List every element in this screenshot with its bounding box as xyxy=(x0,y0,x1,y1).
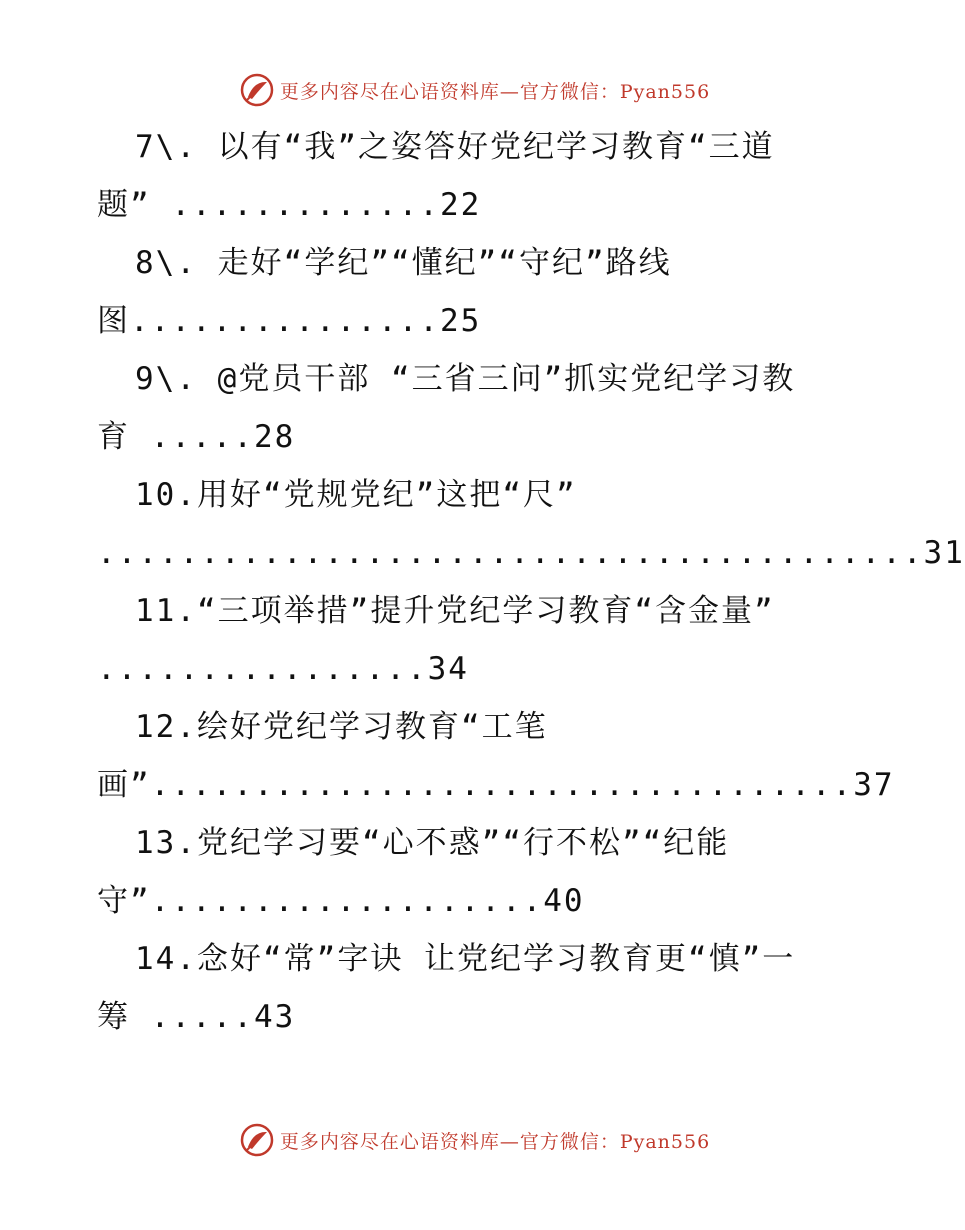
toc-entry-10-line-1: 10.用好“党规党纪”这把“尺” xyxy=(135,477,577,513)
toc-entry-14-line-1: 14.念好“常”字诀 让党纪学习教育更“慎”一 xyxy=(135,941,796,977)
toc-entry-9-line-2: 育 .....28 xyxy=(97,419,296,455)
toc-entry-8-line-2: 图...............25 xyxy=(97,303,482,339)
toc-entry-11-line-1: 11.“三项举措”提升党纪学习教育“含金量” xyxy=(135,593,775,629)
footer-banner xyxy=(0,1120,950,1160)
toc-entry-12-line-1: 12.绘好党纪学习教育“工笔 xyxy=(135,709,548,745)
toc-entry-12-line-2: 画”..................................37 xyxy=(97,767,895,803)
header-banner xyxy=(0,70,950,110)
toc-entry-10-line-2: ........................................31 xyxy=(97,535,965,571)
header-banner-text: 更多内容尽在心语资料库—官方微信：Pyan556 xyxy=(279,80,711,103)
toc-entry-11-line-2: ................34 xyxy=(97,651,469,687)
toc-entry-9-line-1: 9\. @党员干部 “三省三问”抓实党纪学习教 xyxy=(135,361,796,397)
toc-entry-13-line-1: 13.党纪学习要“心不惑”“行不松”“纪能 xyxy=(135,825,730,861)
footer-banner-text: 更多内容尽在心语资料库—官方微信：Pyan556 xyxy=(279,1130,711,1153)
toc-entry-8-line-1: 8\. 走好“学纪”“懂纪”“守纪”路线 xyxy=(135,245,672,281)
toc-entry-7-line-2: 题” .............22 xyxy=(97,187,482,223)
toc-entry-14-line-2: 筹 .....43 xyxy=(97,999,296,1035)
pen-logo-icon xyxy=(240,1123,274,1157)
toc-entry-7-line-1: 7\. 以有“我”之姿答好党纪学习教育“三道 xyxy=(135,129,775,165)
pen-logo-icon xyxy=(240,73,274,107)
toc-entry-13-line-2: 守”...................40 xyxy=(97,883,585,919)
table-of-contents xyxy=(97,118,965,1046)
